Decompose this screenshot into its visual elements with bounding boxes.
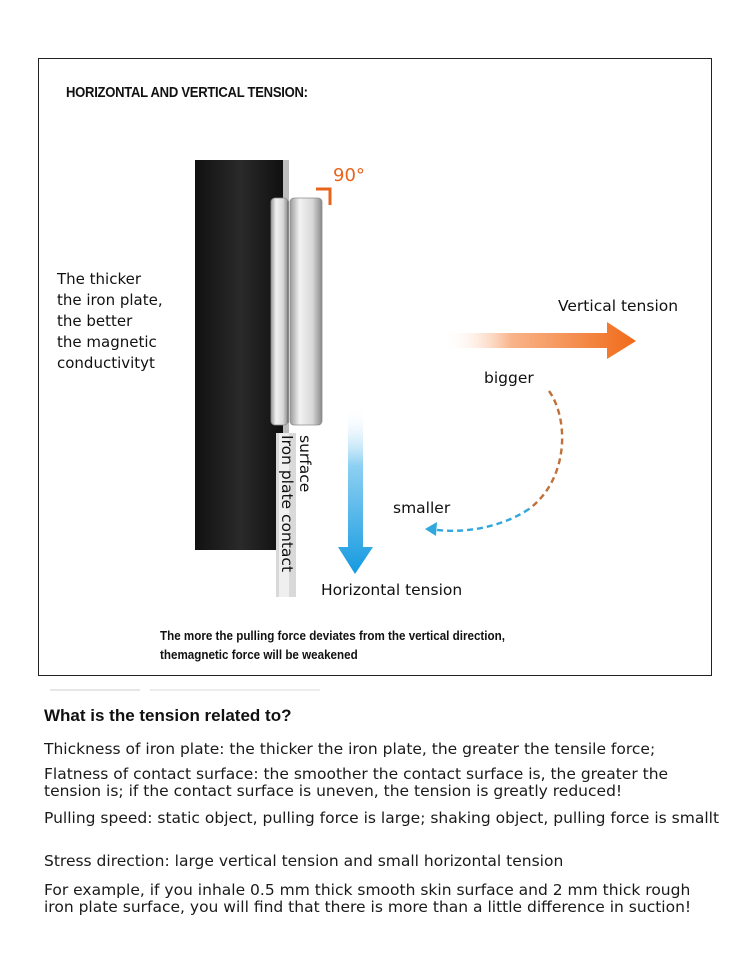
section-title: What is the tension related to?: [44, 706, 292, 725]
paragraph-pulling-speed: Pulling speed: static object, pulling force is large; shaking object, pulling force is smallt: [44, 809, 720, 827]
note-line: the magnetic: [57, 333, 157, 351]
horizontal-tension-label: Horizontal tension: [321, 581, 463, 599]
paragraph-example: For example, if you inhale 0.5 mm thick smooth skin surface and 2 mm thick rough iron plate surface, you will find that there is more than a little difference in suction!: [44, 881, 692, 916]
horizontal-tension-arrow: [338, 407, 373, 574]
magnet-block-left: [271, 198, 288, 425]
footnote-line: themagnetic force will be weakened: [160, 648, 358, 662]
contact-surface-label: [278, 435, 314, 572]
paragraph-stress-direction: Stress direction: large vertical tension and small horizontal tension: [44, 852, 564, 870]
smaller-label: smaller: [393, 499, 451, 517]
bigger-label: bigger: [484, 369, 534, 387]
paragraph-thickness: Thickness of iron plate: the thicker the iron plate, the greater the tensile force;: [44, 740, 656, 758]
footnote-line: The more the pulling force deviates from the vertical direction,: [160, 629, 505, 643]
diagram-footnote: [160, 627, 505, 665]
vertical-tension-label: Vertical tension: [558, 297, 679, 315]
diagram-heading: HORIZONTAL AND VERTICAL TENSION:: [66, 85, 308, 101]
smaller-arrowhead: [425, 522, 437, 536]
magnet-block-right: [290, 198, 322, 425]
contact-line: Iron plate contact: [278, 435, 296, 573]
plate-thickness-note: [57, 269, 163, 374]
angle-label: 90°: [333, 165, 365, 186]
faint-divider: [40, 688, 340, 693]
note-line: The thicker: [57, 270, 142, 288]
note-line: the better: [57, 312, 133, 330]
note-line: conductivityt: [57, 354, 155, 372]
diagram-panel: [38, 58, 712, 676]
contact-line: surface: [296, 435, 314, 493]
paragraph-flatness: Flatness of contact surface: the smoother the contact surface is, the greater the tension is; if the contact surface is uneven, the tension is greatly reduced!: [44, 765, 669, 800]
vertical-tension-arrow: [444, 322, 636, 359]
note-line: the iron plate,: [57, 291, 163, 309]
bigger-dashed-curve: [529, 391, 562, 509]
